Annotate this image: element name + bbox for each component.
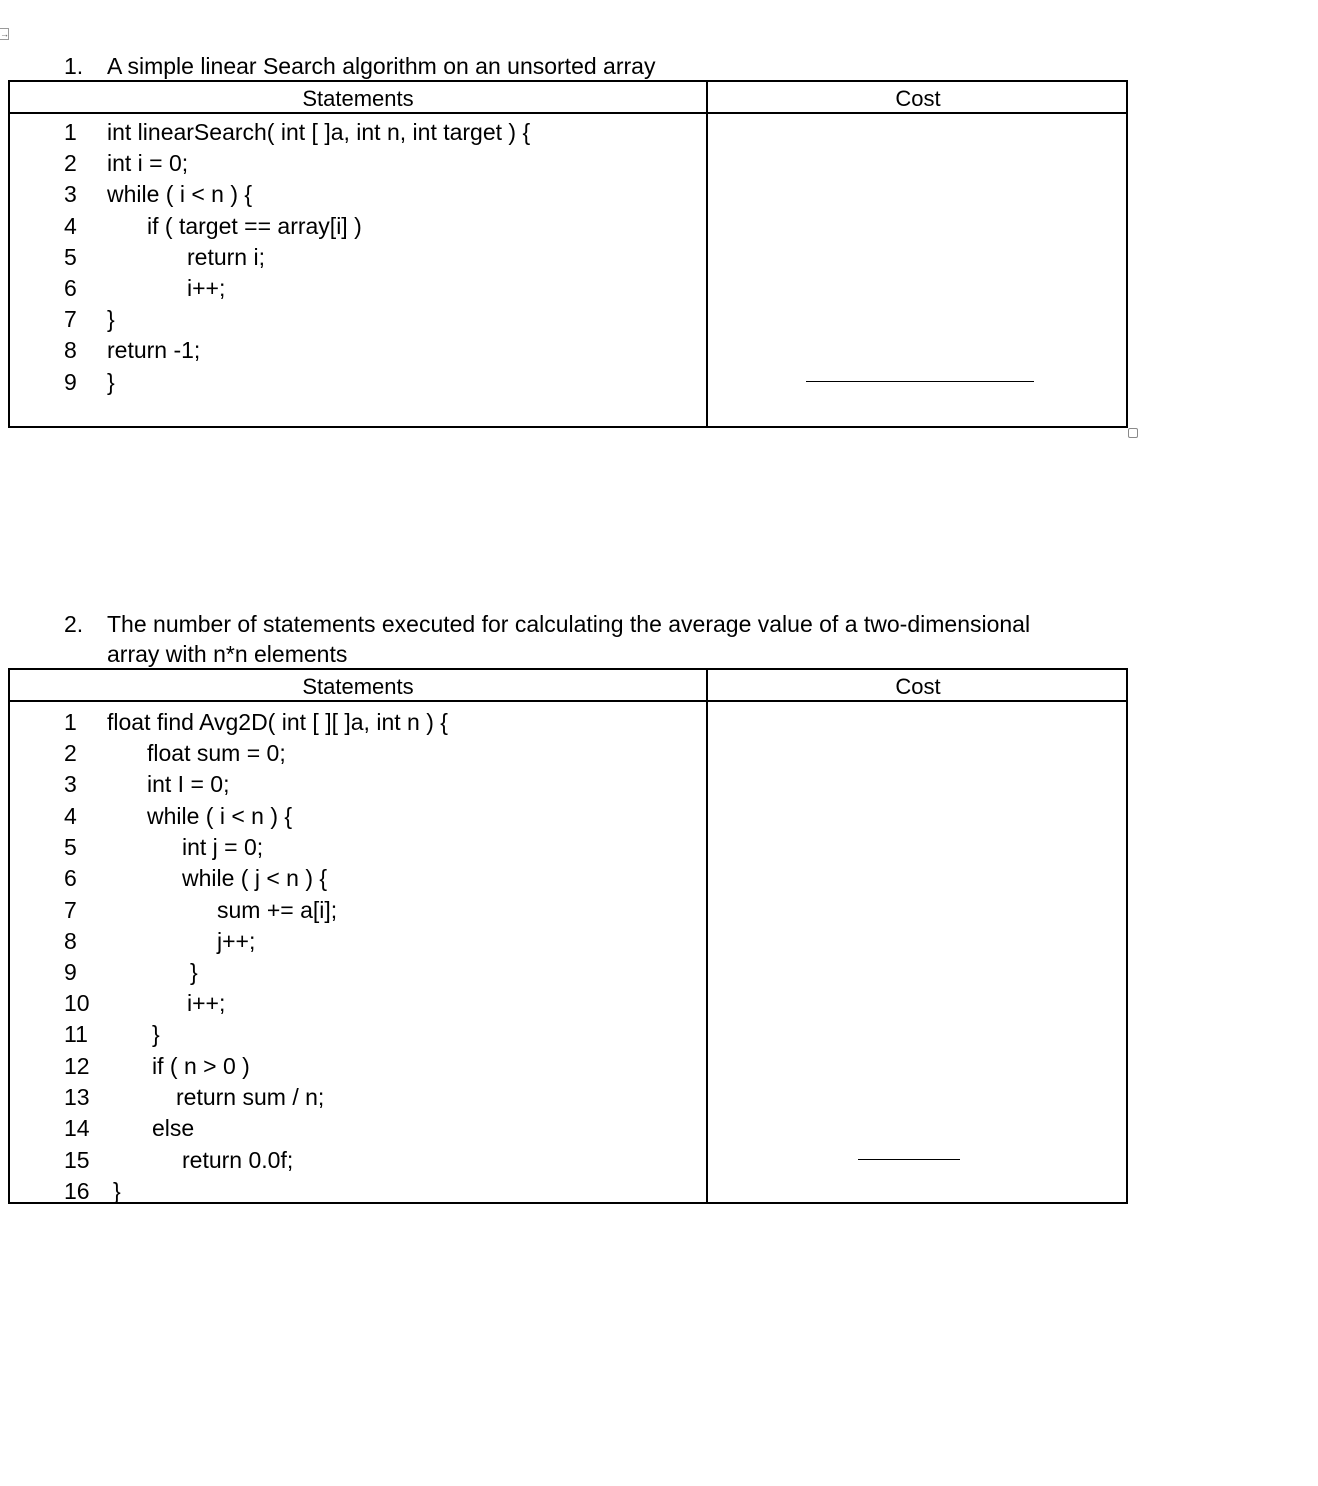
anchor-icon: → — [0, 29, 9, 39]
section2-number: 2. — [64, 611, 84, 637]
code-line: 8 j++; — [64, 928, 256, 954]
code-line: 9 } — [64, 959, 198, 985]
table-resize-handle[interactable] — [1128, 428, 1138, 438]
section2-title-line1: The number of statements executed for calculating the average value of a two-dimensional — [107, 611, 1031, 637]
code-line: 6 while ( j < n ) { — [64, 865, 328, 891]
code-line: 4 if ( target == array[i] ) — [64, 213, 362, 239]
code-line: 9 } — [64, 369, 115, 395]
cost-header: Cost — [895, 674, 941, 699]
statements-header: Statements — [302, 674, 414, 699]
code-line: 10 i++; — [64, 990, 226, 1016]
code-line: 2 float sum = 0; — [64, 740, 286, 766]
code-line: 7 sum += a[i]; — [64, 897, 338, 923]
code-line: 4 while ( i < n ) { — [64, 803, 293, 829]
cost-total-line — [858, 1159, 960, 1160]
cost-total-line — [806, 381, 1034, 382]
statements-header: Statements — [302, 86, 414, 111]
code-line: 6 i++; — [64, 275, 226, 301]
code-line: 8 return -1; — [64, 337, 201, 363]
code-line: 5 return i; — [64, 244, 265, 270]
section1-table — [8, 80, 1128, 428]
section1-number: 1. — [64, 53, 84, 79]
code-line: 15 return 0.0f; — [64, 1147, 294, 1173]
code-line: 12 if ( n > 0 ) — [64, 1053, 250, 1079]
code-line: 7 } — [64, 306, 115, 332]
code-line: 14 else — [64, 1115, 195, 1141]
code-line: 11 } — [64, 1021, 160, 1047]
code-line: 3 while ( i < n ) { — [64, 181, 253, 207]
section1-title: A simple linear Search algorithm on an unsorted array — [107, 53, 656, 79]
code-line: 1 int linearSearch( int [ ]a, int n, int target ) { — [64, 119, 531, 145]
code-line: 3 int I = 0; — [64, 771, 230, 797]
section2-title-line2: array with n*n elements — [107, 641, 348, 667]
cost-header: Cost — [895, 86, 941, 111]
code-line: 1 float find Avg2D( int [ ][ ]a, int n ) { — [64, 709, 448, 735]
code-line: 13 return sum / n; — [64, 1084, 325, 1110]
code-line: 5 int j = 0; — [64, 834, 264, 860]
code-line: 2 int i = 0; — [64, 150, 189, 176]
code-line: 16 } — [64, 1178, 121, 1204]
section2-table — [8, 668, 1128, 1204]
